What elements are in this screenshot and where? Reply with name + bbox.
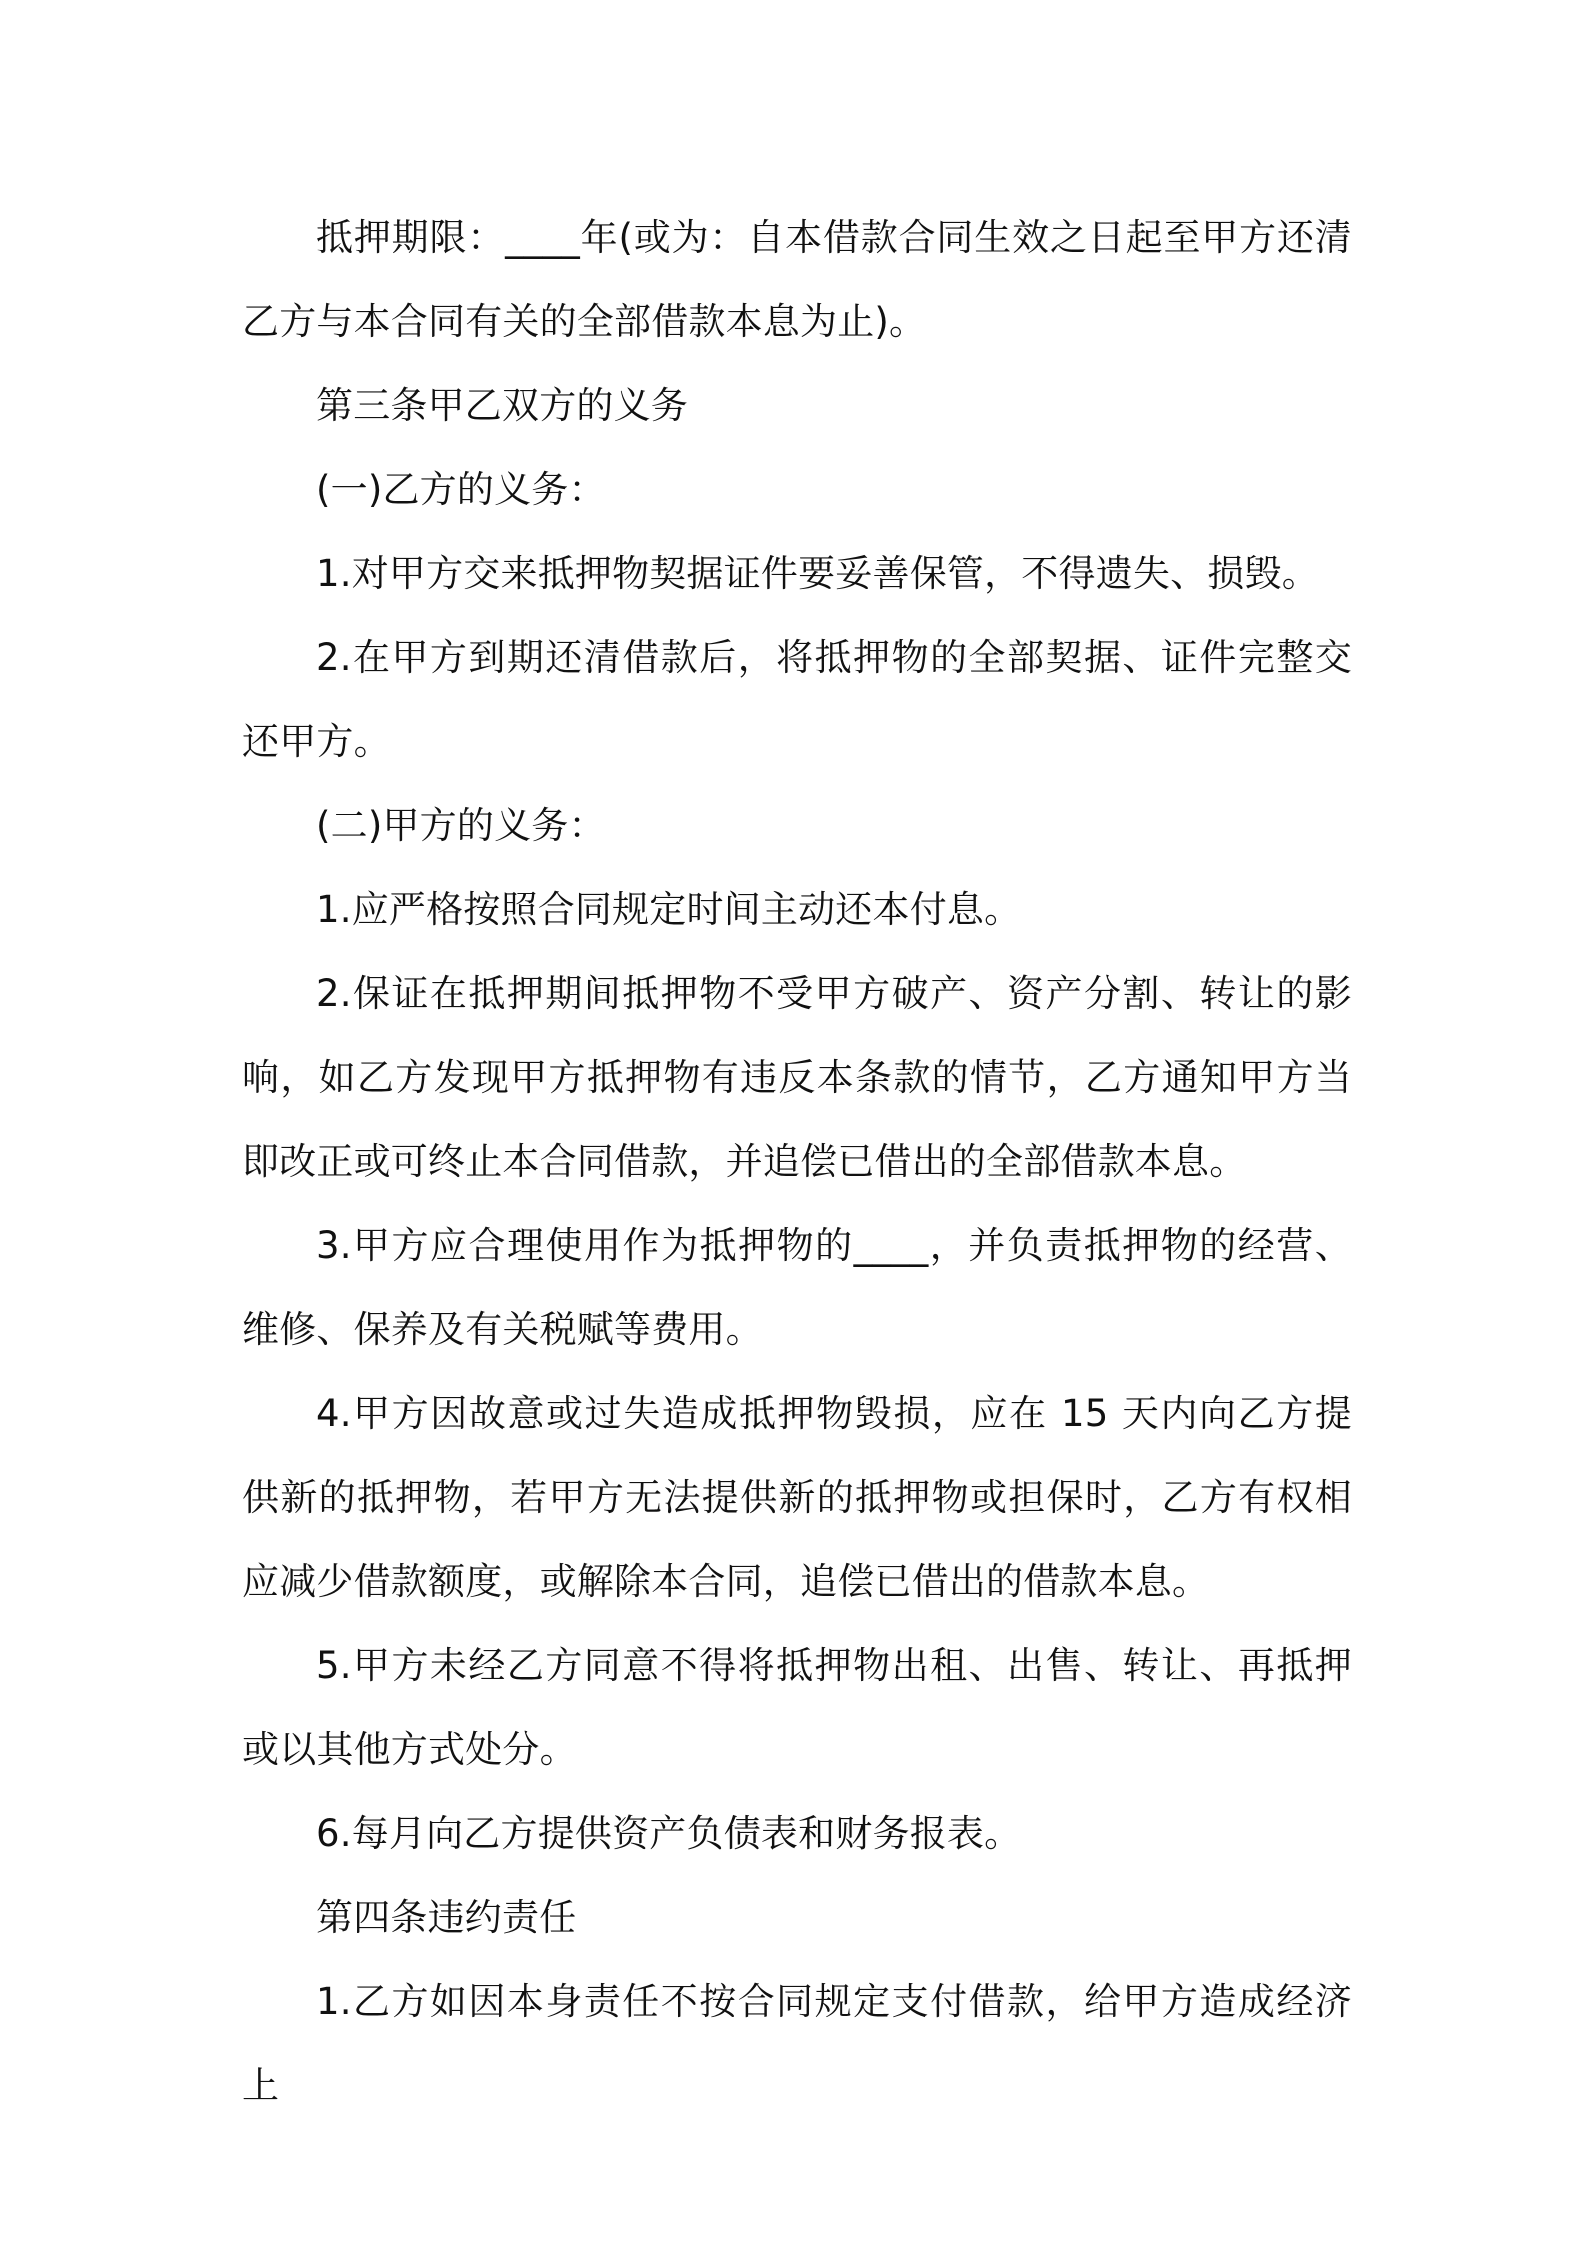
paragraph-a-obligation-1: 1.应严格按照合同规定时间主动还本付息。 (316, 888, 1022, 931)
subheading-party-b-obligations: (一)乙方的义务： (316, 468, 606, 511)
heading-article-3: 第三条甲乙双方的义务 (316, 384, 688, 427)
subheading-party-a-obligations: (二)甲方的义务： (316, 804, 606, 847)
paragraph-a-obligation-3: 3.甲方应合理使用作为抵押物的____，并负责抵押物的经营、维修、保养及有关税赋等费用。 (242, 1224, 1352, 1351)
document-body (242, 196, 1352, 2128)
paragraph-a-obligation-4: 4.甲方因故意或过失造成抵押物毁损，应在 15 天内向乙方提供新的抵押物，若甲方无法提供新的抵押物或担保时，乙方有权相应减少借款额度，或解除本合同，追偿已借出的借款本息。 (242, 1392, 1352, 1603)
paragraph-b-obligation-2: 2.在甲方到期还清借款后，将抵押物的全部契据、证件完整交还甲方。 (242, 636, 1352, 763)
paragraph-b-obligation-1: 1.对甲方交来抵押物契据证件要妥善保管，不得遗失、损毁。 (316, 552, 1319, 595)
paragraph-a-obligation-5: 5.甲方未经乙方同意不得将抵押物出租、出售、转让、再抵押或以其他方式处分。 (242, 1644, 1352, 1771)
paragraph-a-obligation-2: 2.保证在抵押期间抵押物不受甲方破产、资产分割、转让的影响，如乙方发现甲方抵押物有违反本条款的情节，乙方通知甲方当即改正或可终止本合同借款，并追偿已借出的全部借款本息。 (242, 972, 1352, 1183)
paragraph-liability-1: 1.乙方如因本身责任不按合同规定支付借款，给甲方造成经济上 (242, 1980, 1352, 2107)
paragraph-mortgage-term: 抵押期限：____年(或为：自本借款合同生效之日起至甲方还清乙方与本合同有关的全部借款本息为止)。 (242, 216, 1352, 343)
heading-article-4: 第四条违约责任 (316, 1896, 577, 1939)
paragraph-a-obligation-6: 6.每月向乙方提供资产负债表和财务报表。 (316, 1812, 1022, 1855)
